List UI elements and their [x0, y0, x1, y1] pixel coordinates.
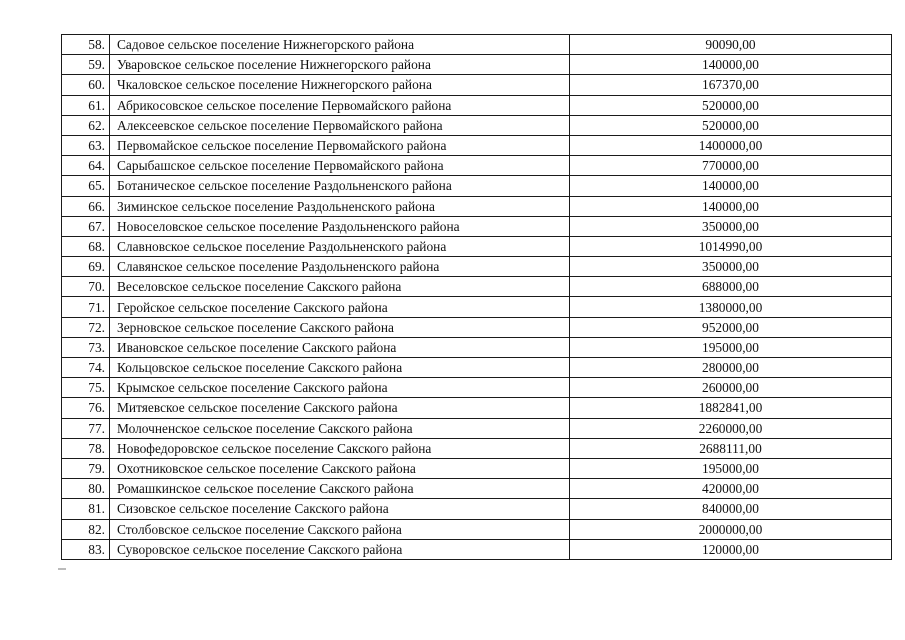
scan-artifact: [58, 568, 66, 570]
settlement-name: Славновское сельское поселение Раздольненского района: [110, 236, 570, 256]
table-row: [62, 95, 892, 115]
row-number: 62.: [62, 115, 110, 135]
row-number: 75.: [62, 378, 110, 398]
row-number: 74.: [62, 358, 110, 378]
amount-value: 1380000,00: [570, 297, 892, 317]
settlement-name: Суворовское сельское поселение Сакского района: [110, 539, 570, 559]
table-row: [62, 418, 892, 438]
row-number: 78.: [62, 438, 110, 458]
table-row: [62, 398, 892, 418]
row-number: 63.: [62, 135, 110, 155]
amount-value: 140000,00: [570, 55, 892, 75]
settlement-name: Столбовское сельское поселение Сакского района: [110, 519, 570, 539]
amount-value: 167370,00: [570, 75, 892, 95]
row-number: 73.: [62, 337, 110, 357]
row-number: 79.: [62, 458, 110, 478]
table-row: [62, 55, 892, 75]
amount-value: 350000,00: [570, 257, 892, 277]
settlement-name: Садовое сельское поселение Нижнегорского района: [110, 35, 570, 55]
amount-value: 1400000,00: [570, 135, 892, 155]
amount-value: 2260000,00: [570, 418, 892, 438]
table-row: [62, 297, 892, 317]
settlement-name: Митяевское сельское поселение Сакского района: [110, 398, 570, 418]
settlement-name: Абрикосовское сельское поселение Первомайского района: [110, 95, 570, 115]
row-number: 68.: [62, 236, 110, 256]
settlement-name: Новоселовское сельское поселение Раздольненского района: [110, 216, 570, 236]
table-row: [62, 458, 892, 478]
amount-value: 2000000,00: [570, 519, 892, 539]
amount-value: 420000,00: [570, 479, 892, 499]
amount-value: 120000,00: [570, 539, 892, 559]
table-row: [62, 358, 892, 378]
settlement-name: Сизовское сельское поселение Сакского района: [110, 499, 570, 519]
row-number: 61.: [62, 95, 110, 115]
amount-value: 350000,00: [570, 216, 892, 236]
table-row: [62, 75, 892, 95]
table-row: [62, 196, 892, 216]
row-number: 59.: [62, 55, 110, 75]
settlement-name: Первомайское сельское поселение Первомайского района: [110, 135, 570, 155]
settlement-name: Зиминское сельское поселение Раздольненского района: [110, 196, 570, 216]
settlement-name: Охотниковское сельское поселение Сакского района: [110, 458, 570, 478]
table-row: [62, 135, 892, 155]
table-row: [62, 499, 892, 519]
table-row: [62, 277, 892, 297]
amount-value: 195000,00: [570, 458, 892, 478]
row-number: 83.: [62, 539, 110, 559]
settlement-name: Славянское сельское поселение Раздольненского района: [110, 257, 570, 277]
settlement-name: Уваровское сельское поселение Нижнегорского района: [110, 55, 570, 75]
row-number: 82.: [62, 519, 110, 539]
amount-value: 840000,00: [570, 499, 892, 519]
table-row: [62, 115, 892, 135]
row-number: 66.: [62, 196, 110, 216]
amount-value: 1014990,00: [570, 236, 892, 256]
settlement-name: Сарыбашское сельское поселение Первомайского района: [110, 156, 570, 176]
table-row: [62, 378, 892, 398]
row-number: 76.: [62, 398, 110, 418]
allocation-table: [61, 34, 892, 560]
settlement-name: Алексеевское сельское поселение Первомайского района: [110, 115, 570, 135]
table-row: [62, 216, 892, 236]
amount-value: 195000,00: [570, 337, 892, 357]
row-number: 81.: [62, 499, 110, 519]
allocation-table-body: [62, 35, 892, 560]
table-row: [62, 156, 892, 176]
row-number: 69.: [62, 257, 110, 277]
row-number: 77.: [62, 418, 110, 438]
settlement-name: Веселовское сельское поселение Сакского района: [110, 277, 570, 297]
row-number: 67.: [62, 216, 110, 236]
amount-value: 952000,00: [570, 317, 892, 337]
table-row: [62, 317, 892, 337]
settlement-name: Ботаническое сельское поселение Раздольненского района: [110, 176, 570, 196]
amount-value: 1882841,00: [570, 398, 892, 418]
table-row: [62, 337, 892, 357]
amount-value: 520000,00: [570, 95, 892, 115]
amount-value: 260000,00: [570, 378, 892, 398]
amount-value: 90090,00: [570, 35, 892, 55]
table-row: [62, 35, 892, 55]
amount-value: 140000,00: [570, 196, 892, 216]
row-number: 65.: [62, 176, 110, 196]
row-number: 58.: [62, 35, 110, 55]
table-row: [62, 519, 892, 539]
settlement-name: Крымское сельское поселение Сакского района: [110, 378, 570, 398]
table-row: [62, 236, 892, 256]
amount-value: 2688111,00: [570, 438, 892, 458]
amount-value: 280000,00: [570, 358, 892, 378]
settlement-name: Молочненское сельское поселение Сакского района: [110, 418, 570, 438]
row-number: 72.: [62, 317, 110, 337]
settlement-name: Геройское сельское поселение Сакского района: [110, 297, 570, 317]
table-row: [62, 539, 892, 559]
settlement-name: Зерновское сельское поселение Сакского района: [110, 317, 570, 337]
settlement-name: Ивановское сельское поселение Сакского района: [110, 337, 570, 357]
table-row: [62, 479, 892, 499]
amount-value: 688000,00: [570, 277, 892, 297]
table-row: [62, 257, 892, 277]
amount-value: 770000,00: [570, 156, 892, 176]
row-number: 80.: [62, 479, 110, 499]
table-row: [62, 438, 892, 458]
row-number: 60.: [62, 75, 110, 95]
amount-value: 520000,00: [570, 115, 892, 135]
table-row: [62, 176, 892, 196]
row-number: 64.: [62, 156, 110, 176]
settlement-name: Новофедоровское сельское поселение Сакского района: [110, 438, 570, 458]
settlement-name: Чкаловское сельское поселение Нижнегорского района: [110, 75, 570, 95]
row-number: 71.: [62, 297, 110, 317]
row-number: 70.: [62, 277, 110, 297]
settlement-name: Ромашкинское сельское поселение Сакского района: [110, 479, 570, 499]
amount-value: 140000,00: [570, 176, 892, 196]
settlement-name: Кольцовское сельское поселение Сакского района: [110, 358, 570, 378]
